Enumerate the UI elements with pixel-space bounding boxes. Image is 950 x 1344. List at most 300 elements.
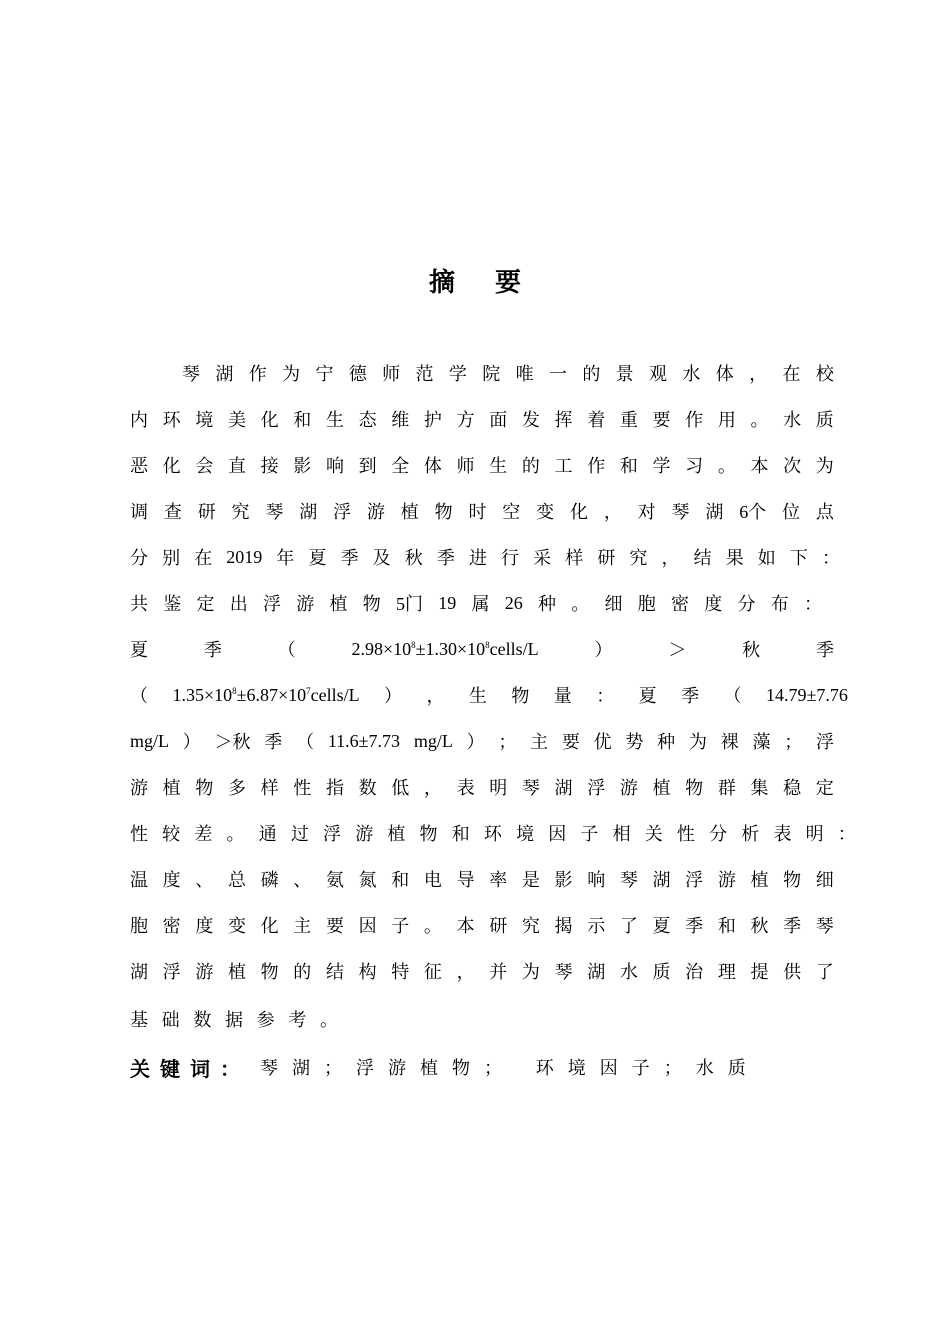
text-token: 度	[195, 916, 214, 937]
text-token: mg/L	[413, 730, 453, 751]
text-token: 属	[471, 594, 490, 615]
text-token: 示	[587, 916, 606, 937]
text-token: 变	[536, 502, 555, 523]
text-token: 细	[815, 870, 834, 891]
text-token: 别	[162, 548, 181, 569]
text-token: 势	[625, 732, 644, 753]
text-token: 参	[256, 1010, 275, 1031]
text-token: 响	[325, 456, 344, 477]
text-token: 接	[260, 456, 279, 477]
text-token: 生	[325, 410, 344, 431]
text-token: 浮	[816, 732, 834, 753]
text-token: 为	[815, 456, 834, 477]
text-token: 和	[391, 870, 410, 891]
l8-summer-2: 季	[681, 686, 700, 707]
text-token: 据	[224, 1010, 243, 1031]
text-token: 生	[489, 456, 508, 477]
text-token: 征	[423, 962, 442, 983]
l7-summer-density	[351, 639, 538, 660]
text-token: 优	[593, 732, 612, 753]
text-token: 水	[783, 410, 802, 431]
text-token: 2019	[226, 546, 263, 567]
text-token: 植	[162, 778, 181, 799]
text-token: 美	[227, 410, 246, 431]
text-token: 浮	[587, 778, 606, 799]
abstract-line-10	[130, 772, 834, 802]
text-token: ，	[603, 502, 622, 523]
text-token: 研	[597, 548, 616, 569]
text-token: 11.6±7.73	[327, 730, 401, 751]
text-token: 宁	[315, 364, 334, 385]
text-token: ：	[821, 548, 840, 569]
text-token: 和	[293, 410, 312, 431]
text-token: 面	[489, 410, 508, 431]
text-token: 学	[652, 456, 671, 477]
text-token: 分	[709, 824, 728, 845]
text-token: 出	[229, 594, 248, 615]
abstract-line-5	[130, 542, 840, 572]
text-token: 师	[456, 456, 475, 477]
text-token: 供	[783, 962, 802, 983]
text-token: 过	[290, 824, 309, 845]
text-token: 化	[260, 916, 279, 937]
text-token: 密	[671, 594, 689, 615]
text-token: ；	[784, 732, 803, 753]
text-token: 。	[717, 456, 736, 477]
text-token: 。	[750, 410, 769, 431]
text-token: 湖	[705, 502, 724, 523]
text-token: 密	[162, 916, 181, 937]
text-token: 唯	[515, 364, 534, 385]
text-token: 结	[325, 962, 344, 983]
text-token: 表	[773, 824, 792, 845]
text-token: 体	[715, 364, 734, 385]
text-token: 体	[423, 456, 442, 477]
text-token: 。	[319, 1010, 338, 1031]
l8-biomass-2: 物	[511, 686, 530, 707]
l7-autumn-1: 秋	[742, 640, 761, 661]
text-token: 种	[657, 732, 676, 753]
text-token: 浮	[685, 870, 704, 891]
text-token: 会	[195, 456, 214, 477]
text-token: 采	[533, 548, 552, 569]
text-token: 总	[227, 870, 246, 891]
text-token: 校	[815, 364, 834, 385]
text-token: 化	[260, 410, 279, 431]
text-token: 环	[162, 410, 181, 431]
text-token: 。	[571, 594, 590, 615]
abstract-line-8	[130, 680, 848, 710]
text-token: 为	[282, 364, 301, 385]
text-token: 的	[521, 456, 540, 477]
text-token: 要	[325, 916, 344, 937]
text-token: 稳	[783, 778, 802, 799]
text-token: 种	[538, 594, 556, 615]
keywords-line	[130, 1052, 760, 1082]
text-token: ，	[456, 962, 475, 983]
text-token: 影	[293, 456, 312, 477]
abstract-line-4	[130, 496, 834, 526]
text-token: 下	[789, 548, 808, 569]
text-token: 为	[521, 962, 540, 983]
abstract-line-9	[130, 726, 834, 756]
l7-summer-2: 季	[203, 640, 222, 661]
text-token: 理	[717, 962, 736, 983]
text-token: 胞	[637, 594, 656, 615]
text-token: 游	[296, 594, 315, 615]
text-token: ，	[661, 548, 680, 569]
l8-autumn-density	[172, 685, 359, 706]
text-token: 湖	[587, 962, 606, 983]
text-token: 习	[685, 456, 704, 477]
text-token: 定	[196, 594, 215, 615]
text-token: 相	[612, 824, 631, 845]
text-token: 夏	[652, 916, 671, 937]
text-token: 特	[391, 962, 410, 983]
text-token: 行	[501, 548, 520, 569]
text-token: 5门	[396, 594, 423, 614]
text-token: 浮	[323, 824, 342, 845]
text-token: 明	[489, 778, 508, 799]
text-token: 和	[619, 456, 638, 477]
text-token: 构	[358, 962, 377, 983]
text-token: 因	[358, 916, 377, 937]
page-title	[0, 262, 950, 302]
text-token: ，	[423, 778, 442, 799]
text-token: 湖	[215, 364, 234, 385]
text-token: 浮	[263, 594, 281, 615]
text-token: 性	[293, 778, 312, 799]
text-token: 的	[293, 962, 312, 983]
text-token: 、	[293, 870, 312, 891]
text-token: 度	[704, 594, 723, 615]
text-token: 查	[163, 502, 182, 523]
abstract-line-7	[130, 634, 834, 664]
text-token: ：	[837, 824, 856, 845]
text-token: 影	[554, 870, 573, 891]
l7-density-base: 2.98×10	[351, 638, 412, 659]
text-token: 、	[195, 870, 214, 891]
text-token: 研	[489, 916, 508, 937]
text-token: 植	[400, 502, 419, 523]
text-token: 次	[783, 456, 802, 477]
text-token: 础	[161, 1010, 180, 1031]
text-token: 秋	[750, 916, 769, 937]
text-token: 低	[391, 778, 410, 799]
l8-colon: ：	[596, 686, 615, 707]
text-token: ；	[498, 732, 517, 753]
text-token: 植	[227, 962, 246, 983]
text-token: 为	[688, 732, 707, 753]
l7-greater-than: ＞	[668, 640, 687, 661]
text-token: 物	[685, 778, 704, 799]
text-token: 范	[415, 364, 434, 385]
text-token: 提	[750, 962, 769, 983]
text-token: 6个	[739, 502, 767, 522]
title-char-1: 摘	[428, 268, 455, 298]
text-token: 重	[619, 410, 638, 431]
text-token: 恶	[130, 456, 148, 477]
text-token: 并	[489, 962, 508, 983]
text-token: 作	[685, 410, 704, 431]
text-token: 位	[782, 502, 801, 523]
text-token: 对	[637, 502, 656, 523]
text-token: 数	[193, 1010, 212, 1031]
text-token: 究	[231, 502, 250, 523]
l8-density-exp: 8	[232, 685, 237, 696]
text-token: 定	[815, 778, 834, 799]
text-token: 琴	[554, 962, 573, 983]
text-token: 维	[391, 410, 410, 431]
text-token: 水	[619, 962, 638, 983]
text-token: 游	[355, 824, 374, 845]
text-token: 琴	[671, 502, 690, 523]
l7-paren-close: ）	[594, 640, 613, 661]
abstract-line-15	[130, 1004, 338, 1034]
abstract-line-11	[130, 818, 856, 848]
text-token: 主	[530, 732, 549, 753]
text-token: 胞	[130, 916, 148, 937]
text-token: 物	[195, 778, 214, 799]
text-token: 导	[456, 870, 475, 891]
text-token: 观	[649, 364, 668, 385]
text-token: 用	[717, 410, 736, 431]
text-token: 样	[260, 778, 279, 799]
text-token: 师	[382, 364, 401, 385]
text-token: 变	[227, 916, 246, 937]
text-token: 差	[194, 824, 213, 845]
text-token: 细	[604, 594, 623, 615]
text-token: 主	[293, 916, 312, 937]
text-token: 子	[580, 824, 599, 845]
text-token: 湖	[652, 870, 671, 891]
l8-paren-open-2: （	[723, 686, 742, 707]
text-token: 集	[750, 778, 769, 799]
l7-density-sd-exp: 8	[485, 639, 490, 650]
text-token: 物	[434, 502, 453, 523]
text-token: 布	[770, 594, 789, 615]
text-token: 指	[325, 778, 344, 799]
text-token: 湖	[299, 502, 318, 523]
text-token: 在	[194, 548, 213, 569]
text-token: 物	[362, 594, 381, 615]
text-token: 裸	[720, 732, 739, 753]
text-token: mg/L	[130, 730, 169, 751]
text-token: 度	[162, 870, 181, 891]
text-token: 及	[372, 548, 391, 569]
text-token: 考	[288, 1010, 307, 1031]
text-token: 如	[757, 548, 776, 569]
l8-density-base: 1.35×10	[172, 684, 233, 705]
text-token: 琴	[815, 916, 834, 937]
text-token: 物	[419, 824, 438, 845]
abstract-line-3	[130, 450, 834, 480]
text-token: 空	[502, 502, 521, 523]
text-token: 质	[815, 410, 834, 431]
text-token: 护	[423, 410, 442, 431]
text-token: ）	[182, 732, 201, 753]
text-token: 环	[483, 824, 502, 845]
text-token: 群	[717, 778, 736, 799]
text-token: 研	[197, 502, 216, 523]
text-token: 响	[587, 870, 606, 891]
text-token: 揭	[554, 916, 573, 937]
text-token: 关	[644, 824, 663, 845]
text-token: 浮	[162, 962, 181, 983]
l8-comma: ，	[426, 686, 445, 707]
text-token: 直	[227, 456, 246, 477]
text-token: 学	[448, 364, 467, 385]
text-token: 和	[717, 916, 736, 937]
text-token: 游	[717, 870, 736, 891]
abstract-line-12	[130, 864, 834, 894]
text-token: 时	[468, 502, 487, 523]
keywords-text: 琴湖；浮游植物； 环境因子；水质	[260, 1058, 760, 1079]
text-token: 年	[276, 548, 295, 569]
text-token: 游	[366, 502, 385, 523]
text-token: 藻	[752, 732, 771, 753]
text-token: 共	[130, 594, 148, 615]
text-token: 温	[130, 870, 148, 891]
l8-biomass-1: 生	[468, 686, 487, 707]
title-char-2: 要	[495, 268, 522, 298]
text-token: 氨	[325, 870, 344, 891]
text-token: 水	[682, 364, 701, 385]
text-token: ＞秋	[214, 732, 251, 753]
text-token: 样	[565, 548, 584, 569]
text-token: 态	[358, 410, 377, 431]
l7-density-unit: cells/L	[489, 638, 539, 659]
text-token: 率	[489, 870, 508, 891]
l8-density-unit: cells/L	[310, 684, 360, 705]
text-token: 果	[725, 548, 744, 569]
text-token: 数	[358, 778, 377, 799]
text-token: 作	[248, 364, 267, 385]
l8-paren-open: （	[130, 686, 148, 707]
text-token: 物	[783, 870, 802, 891]
text-token: 植	[329, 594, 348, 615]
text-token: 。	[423, 916, 442, 937]
text-token: 琴	[521, 778, 540, 799]
text-token: 究	[521, 916, 540, 937]
text-token: 调	[130, 502, 148, 523]
text-token: 性	[130, 824, 148, 845]
abstract-line-6	[130, 588, 822, 618]
l8-summer-1: 夏	[638, 686, 657, 707]
text-token: 季	[264, 732, 283, 753]
l8-summer-biomass: 14.79±7.76	[765, 684, 848, 705]
text-token: ）	[466, 732, 485, 753]
abstract-line-2	[130, 404, 834, 434]
text-token: 院	[482, 364, 501, 385]
text-token: 方	[456, 410, 475, 431]
text-token: 景	[615, 364, 634, 385]
text-token: 要	[561, 732, 580, 753]
text-token: 因	[548, 824, 567, 845]
text-token: 通	[258, 824, 277, 845]
text-token: 在	[782, 364, 801, 385]
text-token: ，	[749, 364, 768, 385]
text-token: 。	[226, 824, 245, 845]
text-token: 挥	[554, 410, 573, 431]
text-token: 了	[815, 962, 834, 983]
text-token: 本	[456, 916, 475, 937]
text-token: 琴	[265, 502, 284, 523]
text-token: 季	[783, 916, 802, 937]
text-token: 游	[619, 778, 638, 799]
text-token: 治	[685, 962, 704, 983]
text-token: 季	[685, 916, 704, 937]
text-token: 结	[693, 548, 712, 569]
text-token: 到	[358, 456, 377, 477]
l8-paren-close: ）	[384, 686, 403, 707]
text-token: 工	[554, 456, 573, 477]
text-token: 19	[438, 592, 457, 613]
text-token: 季	[436, 548, 455, 569]
text-token: 氮	[358, 870, 377, 891]
abstract-line-14	[130, 956, 834, 986]
text-token: （	[296, 732, 315, 753]
text-token: 是	[521, 870, 540, 891]
text-token: 植	[750, 870, 769, 891]
text-token: 电	[423, 870, 442, 891]
text-token: 要	[652, 410, 671, 431]
l8-density-sd-exp: 7	[306, 685, 311, 696]
text-token: 析	[741, 824, 760, 845]
text-token: 内	[130, 410, 148, 431]
abstract-line-13	[130, 910, 834, 940]
text-token: 磷	[260, 870, 279, 891]
text-token: 植	[387, 824, 406, 845]
text-token: 鉴	[163, 594, 182, 615]
text-token: 湖	[554, 778, 573, 799]
text-token: 表	[456, 778, 475, 799]
text-token: 子	[391, 916, 410, 937]
text-token: 湖	[130, 962, 148, 983]
text-token: 质	[652, 962, 671, 983]
l7-density-sd: ±1.30×10	[415, 638, 486, 659]
text-token: 究	[629, 548, 648, 569]
text-token: 进	[468, 548, 487, 569]
text-token: 游	[195, 962, 214, 983]
text-token: 物	[260, 962, 279, 983]
text-token: 全	[391, 456, 410, 477]
l7-summer-1: 夏	[130, 640, 148, 661]
text-token: 的	[582, 364, 601, 385]
text-token: 化	[162, 456, 181, 477]
text-token: 多	[227, 778, 246, 799]
text-token: 一	[548, 364, 567, 385]
text-token: 点	[815, 502, 834, 523]
text-token: 德	[348, 364, 367, 385]
text-token: 琴	[619, 870, 638, 891]
text-token: 化	[569, 502, 588, 523]
text-token: 分	[737, 594, 756, 615]
text-token: 26	[504, 592, 523, 613]
text-token: 琴	[182, 364, 200, 385]
text-token: 了	[619, 916, 638, 937]
text-token: 着	[587, 410, 606, 431]
l7-autumn-2: 季	[815, 640, 834, 661]
l7-paren-open: （	[277, 640, 296, 661]
keywords-label: 关键词：	[130, 1056, 250, 1081]
text-token: 明	[805, 824, 824, 845]
l8-biomass-3: 量	[553, 686, 572, 707]
text-token: 季	[340, 548, 359, 569]
text-token: 发	[521, 410, 540, 431]
text-token: ：	[804, 594, 822, 615]
text-token: 性	[676, 824, 695, 845]
